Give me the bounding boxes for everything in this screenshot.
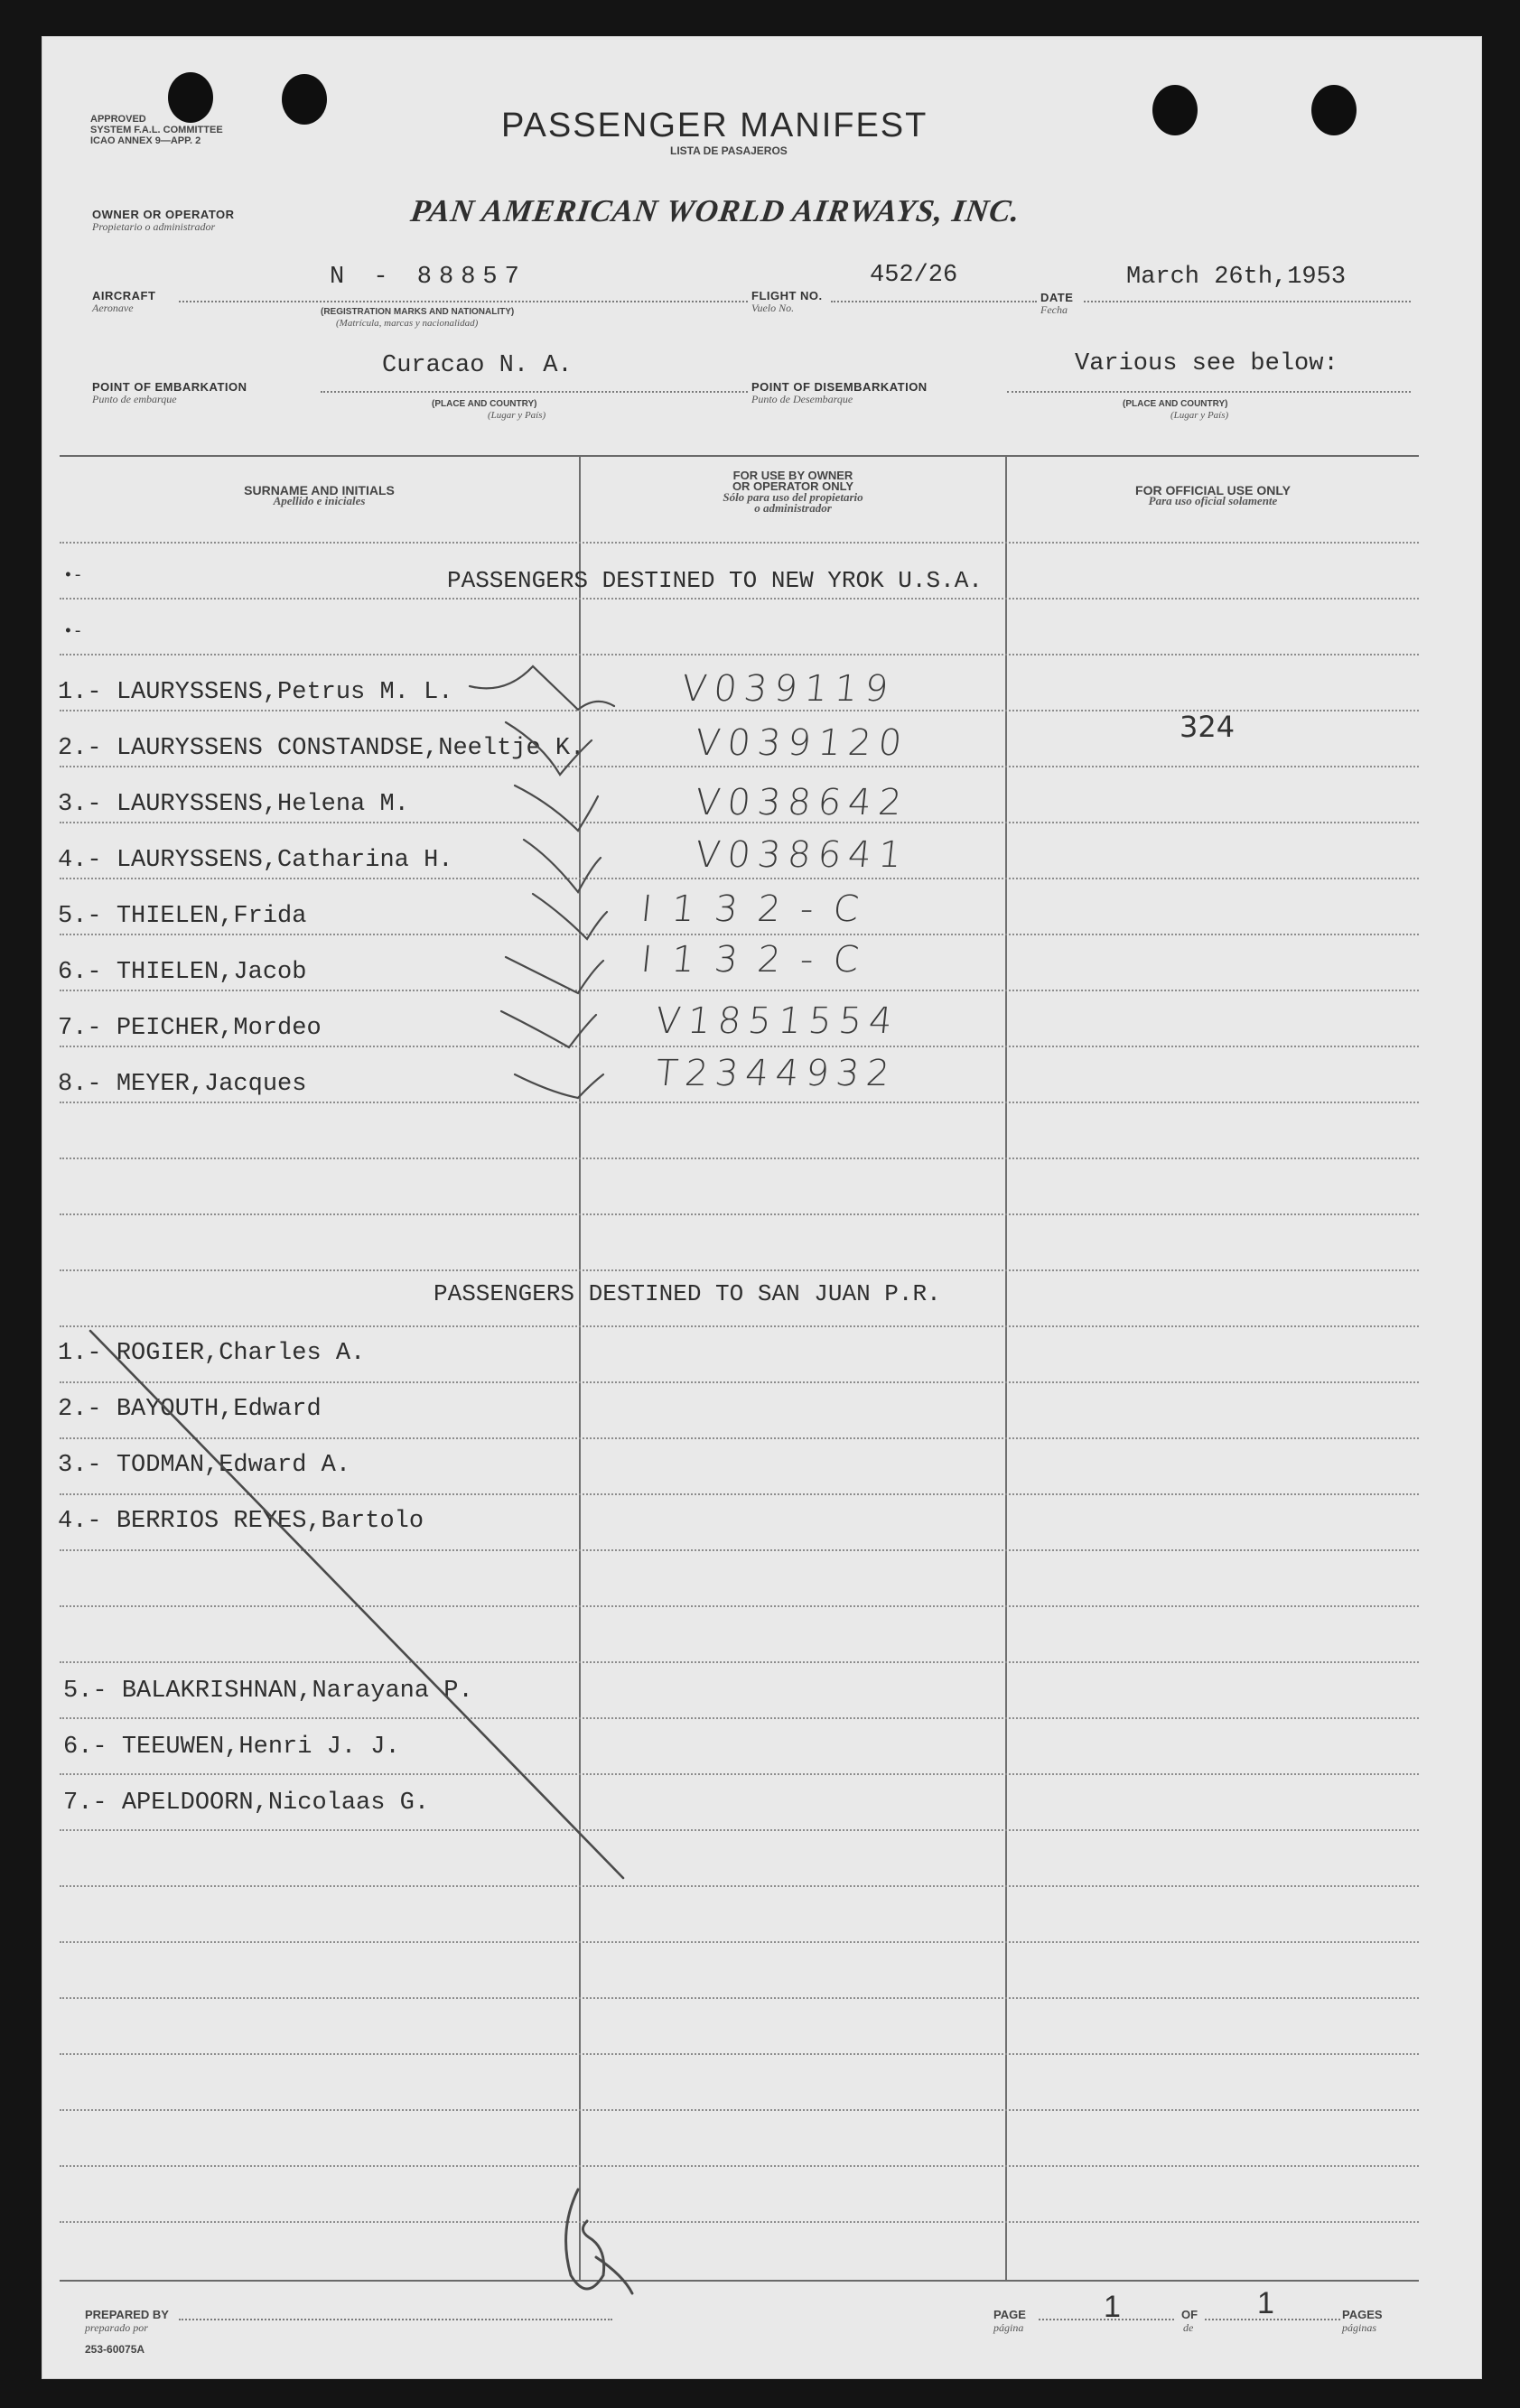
list-item: 8.- MEYER,Jacques (58, 1071, 307, 1098)
date-label: DATE (1040, 291, 1074, 304)
handwritten-code: V039119 (679, 668, 898, 710)
embarkation-value: Curacao N. A. (382, 352, 573, 379)
total-pages: 1 (1257, 2286, 1274, 2320)
check-mark (506, 722, 592, 775)
list-item: 3.- LAURYSSENS,Helena M. (58, 791, 409, 818)
check-mark (515, 786, 598, 831)
official-use-note: 324 (1180, 710, 1236, 744)
list-item: 5.- THIELEN,Frida (58, 903, 307, 930)
section-heading-san-juan: PASSENGERS DESTINED TO SAN JUAN P.R. (434, 1280, 941, 1307)
pages-label: PAGES (1342, 2308, 1383, 2321)
page-label-es: página (993, 2321, 1024, 2334)
page-number: 1 (1104, 2290, 1121, 2324)
embarkation-note-es: (Lugar y País) (488, 410, 546, 421)
of-label: OF (1181, 2308, 1198, 2321)
flight-number: 452/26 (870, 262, 958, 289)
embarkation-note: (PLACE AND COUNTRY) (432, 399, 537, 409)
check-mark (515, 1074, 603, 1098)
date-label-es: Fecha (1040, 303, 1068, 316)
disembarkation-value: Various see below: (1075, 350, 1338, 377)
column-header-name: SURNAME AND INITIALS Apellido e iniciales (244, 483, 395, 507)
cancel-strike (90, 1331, 623, 1878)
flight-label-es: Vuelo No. (751, 302, 795, 314)
list-item: 5.- BALAKRISHNAN,Narayana P. (63, 1678, 473, 1705)
list-item: 7.- APELDOORN,Nicolaas G. (63, 1790, 430, 1817)
pages-label-es: páginas (1342, 2321, 1377, 2334)
disembarkation-note: (PLACE AND COUNTRY) (1123, 399, 1228, 409)
handwritten-code: I132-C (639, 888, 881, 930)
prepared-by-label: PREPARED BY (85, 2308, 169, 2321)
handwritten-code: V039120 (693, 722, 911, 764)
owner-label-es: Propietario o administrador (92, 220, 216, 233)
handwritten-code: V1851554 (653, 1000, 901, 1042)
handwritten-code: T2344932 (653, 1053, 899, 1094)
check-mark (506, 957, 603, 993)
check-mark (470, 666, 614, 710)
aircraft-label-es: Aeronave (92, 302, 134, 314)
disembarkation-label-es: Punto de Desembarque (751, 393, 853, 405)
aircraft-note: (REGISTRATION MARKS AND NATIONALITY) (321, 307, 515, 317)
prepared-by-label-es: preparado por (85, 2321, 148, 2334)
of-label-es: de (1183, 2321, 1194, 2334)
section-heading-new-york: PASSENGERS DESTINED TO NEW YROK U.S.A. (447, 567, 983, 594)
list-item: 2.- BAYOUTH,Edward (58, 1396, 322, 1423)
approval-line: ICAO ANNEX 9—APP. 2 (90, 135, 201, 146)
form-number: 253-60075A (85, 2343, 145, 2356)
flight-label: FLIGHT NO. (751, 289, 823, 302)
flight-date: March 26th,1953 (1126, 264, 1347, 291)
disembarkation-note-es: (Lugar y País) (1170, 410, 1229, 421)
disembarkation-label: POINT OF DISEMBARKATION (751, 380, 928, 394)
embarkation-label-es: Punto de embarque (92, 393, 177, 405)
page-title: PASSENGER MANIFEST (501, 107, 928, 144)
list-item: 2.- LAURYSSENS CONSTANDSE,Neeltje K. (58, 735, 585, 762)
operator-name: PAN AMERICAN WORLD AIRWAYS, INC. (408, 193, 1023, 228)
list-item: 7.- PEICHER,Mordeo (58, 1015, 322, 1042)
column-header-owner-use: FOR USE BY OWNER OR OPERATOR ONLY Sólo para uso del propietario o administrador (723, 469, 863, 515)
column-header-official: FOR OFFICIAL USE ONLY Para uso oficial solamente (1135, 483, 1291, 507)
approval-line: SYSTEM F.A.L. COMMITTEE (90, 125, 223, 135)
list-item: 4.- LAURYSSENS,Catharina H. (58, 847, 453, 874)
list-item: 1.- LAURYSSENS,Petrus M. L. (58, 679, 453, 706)
list-item: 6.- THIELEN,Jacob (58, 959, 307, 986)
row-bullet: •- (63, 567, 83, 585)
list-item: 1.- ROGIER,Charles A. (58, 1340, 366, 1367)
check-mark (501, 1011, 596, 1047)
list-item: 6.- TEEUWEN,Henri J. J. (63, 1734, 400, 1761)
handwritten-code: V038642 (693, 782, 911, 823)
list-item: 3.- TODMAN,Edward A. (58, 1452, 351, 1479)
handwritten-code: V038641 (693, 834, 911, 876)
approval-line: APPROVED (90, 114, 146, 125)
check-mark (533, 894, 607, 939)
initials-mark (566, 2190, 632, 2293)
row-bullet: •- (63, 623, 83, 641)
aircraft-value: N - 88857 (330, 264, 527, 291)
aircraft-label: AIRCRAFT (92, 289, 156, 302)
owner-label: OWNER OR OPERATOR (92, 208, 235, 221)
list-item: 4.- BERRIOS REYES,Bartolo (58, 1508, 424, 1535)
embarkation-label: POINT OF EMBARKATION (92, 380, 247, 394)
check-mark (524, 840, 601, 892)
page-label: PAGE (993, 2308, 1026, 2321)
handwritten-code: I132-C (639, 939, 881, 981)
page-subtitle: LISTA DE PASAJEROS (670, 144, 788, 157)
aircraft-note-es: (Matrícula, marcas y nacionalidad) (336, 318, 479, 329)
